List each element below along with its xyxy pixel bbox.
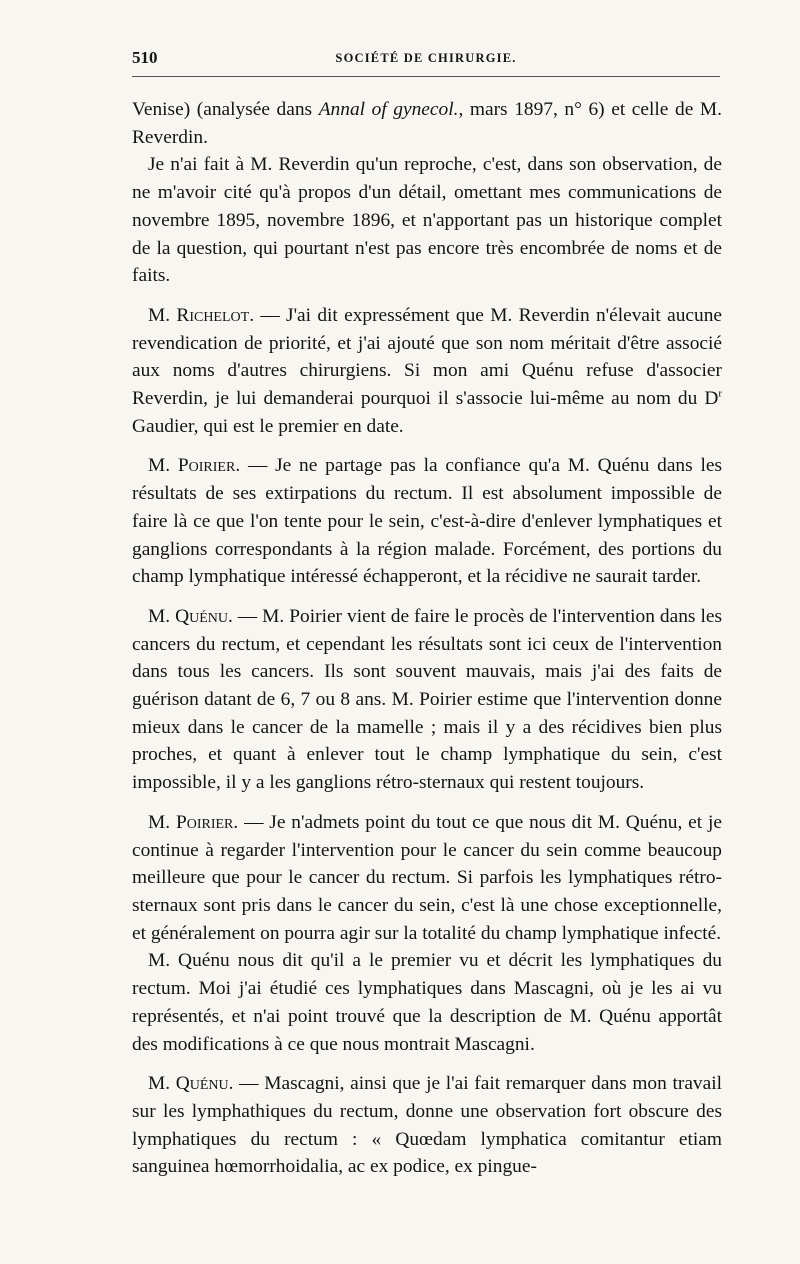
superscript: r [718,387,722,400]
speaker-prefix: M. [148,455,178,477]
speech-text: . — Mascagni, ainsi que je l'ai fait remarquer dans mon travail sur les lymphathiques du rectum, donne une observation fort obscure des lymphatiques du rectum : « Quœdam lymphatica comitantur etiam sanguinea hœmorrhoidalia, ac ex podice, ex pingue- [132,1073,722,1178]
speech-text: . — M. Poirier vient de faire le procès de l'intervention dans les cancers du rectum, et cependant les résultats sont ici ceux de l'intervention dans tous les cancers. Ils sont souvent mauvais, mais j'ai des faits de guérison datant de 6, 7 ou 8 ans. M. Poirier estime que l'intervention donne mieux dans le cancer de la mamelle ; mais il y a des récidives bien plus proches, et quant à enlever tout le champ lymphatique du sein, c'est impossible, il y a les ganglions rétro-sternaux qui restent toujours. [132,605,722,794]
page-header [132,48,720,74]
speaker-name: Quénu [175,605,228,627]
speaker-name: Poirier [175,811,234,833]
speaker-prefix: M. [148,1073,176,1095]
paragraph-richelot [132,302,722,441]
speaker-prefix: M. [148,605,176,627]
speech-text: . — Je n'admets point du tout ce que nous dit M. Quénu, et je continue à regarder l'intervention pour le cancer du sein comme beaucoup meilleure que pour le cancer du rectum. Si parfois les lymphatiques rétro-sternaux sont pris dans le cancer du sein, c'est là une chose exceptionnelle, et généralement on pourra agir sur la totalité du champ lymphatique infecté. [132,811,722,944]
paragraph-2: Je n'ai fait à M. Reverdin qu'un reproche, c'est, dans son observation, de ne m'avoir cité qu'à propos d'un détail, omettant mes communications de novembre 1895, novembre 1896, et n'apportant pas un historique complet de la question, qui pourtant n'est pas encore très encombrée de noms et de faits. [132,154,722,287]
paragraph-quenu-1 [132,603,722,797]
speaker-prefix: M. [148,811,176,833]
speech-text: . — Je ne partage pas la confiance qu'a M. Quénu dans les résultats de ses extirpations du rectum. Il est absolument impossible de faire là ce que l'on tente pour le sein, c'est-à-dire d'enlever lymphatiques et ganglions correspondants à la région malade. Forcément, des portions du champ lymphatique intéressé échapperont, et la récidive ne saurait tarder. [132,455,722,588]
paragraph-poirier-2 [132,809,722,948]
speaker-name: Quénu [175,1073,229,1095]
speaker-name: Richelot [176,304,250,326]
paragraph-1-text: Venise) (analysée dans [132,99,319,120]
page-body [132,96,722,1181]
running-title: SOCIÉTÉ DE CHIRURGIE. [335,51,517,65]
journal-title: Annal of gynecol. [318,99,459,120]
page-number: 510 [132,48,158,67]
speech-text-end: Gaudier, qui est le premier en date. [132,415,404,437]
paragraph-poirier-1 [132,452,722,591]
speaker-name: Poirier [177,455,236,477]
paragraph-quenu-2 [132,1070,722,1181]
paragraph-poirier-3: M. Quénu nous dit qu'il a le premier vu et décrit les lymphatiques du rectum. Moi j'ai étudié ces lymphatiques dans Mascagni, où je les ai vu représentés, et n'ai point trouvé que la description de M. Quénu apportât des modifications à ce que nous montrait Mascagni. [132,950,722,1055]
paragraph-1 [132,96,722,151]
header-rule [132,76,720,77]
paragraph-1-text-end: , mars 1897, n° 6) et celle de M. Reverdin. [132,99,722,148]
speech-text: . — J'ai dit expressément que M. Reverdin n'élevait aucune revendication de priorité, et j'ai ajouté que son nom méritait d'être associé aux noms d'autres chirurgiens. Si mon ami Quénu refuse d'associer Reverdin, je lui demanderai pourquoi il s'associe lui-même au nom du D [132,304,723,410]
speaker-prefix: M. [148,304,177,326]
